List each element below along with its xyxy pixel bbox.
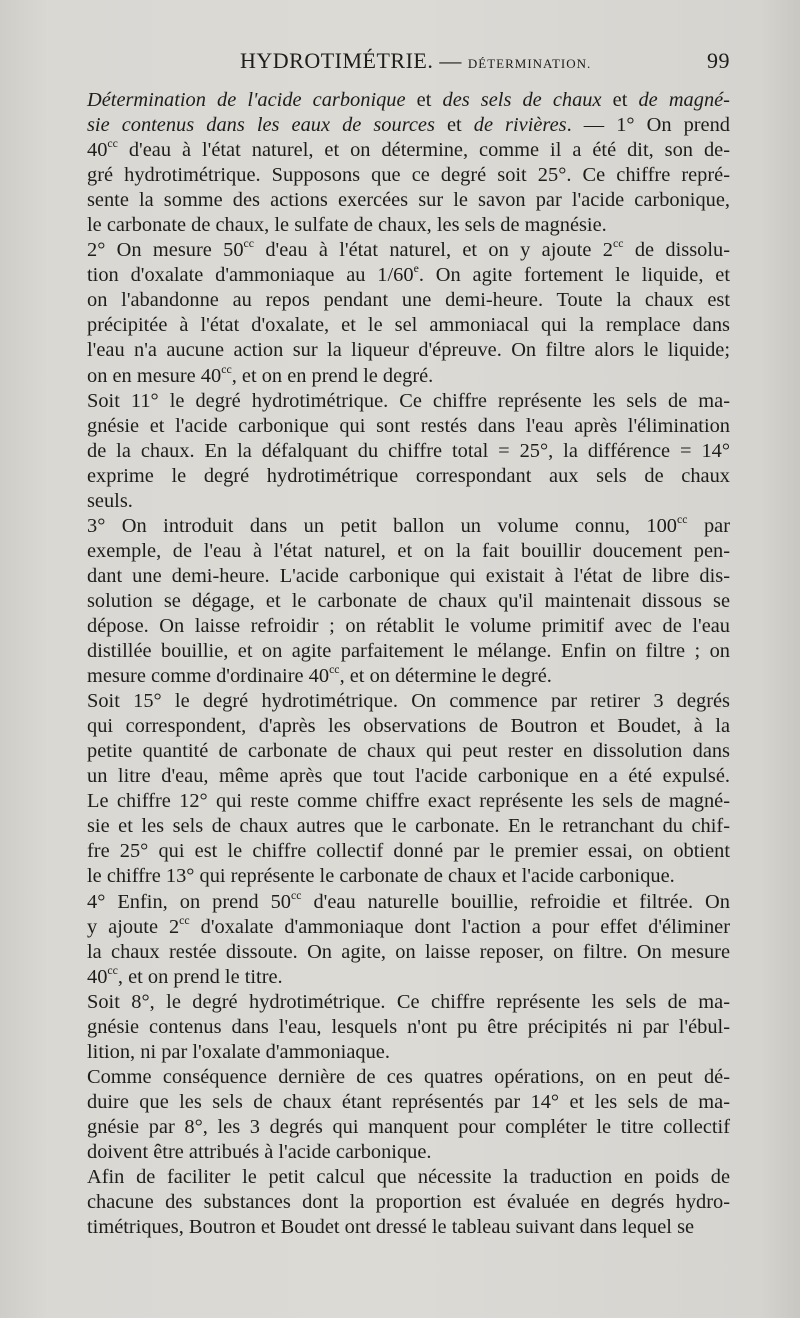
text-line: petite quantité de carbonate de chaux qui peut rester en dissolution dans [87,740,730,763]
paragraph [60,88,730,238]
text-line: duire que les sels de chaux étant représentés par 14° et les sels de ma- [87,1090,730,1113]
text-line: dant une demi-heure. L'acide carbonique qui existait à l'état de libre dis- [87,564,730,587]
text-line: précipitée à l'état d'oxalate, et le sel ammoniacal qui la remplace dans [87,314,730,337]
text-line: gnésie contenus dans l'eau, lesquels n'ont pu être précipités ni par l'ébul- [87,1015,730,1038]
text-line: l'eau n'a aucune action sur la liqueur d'épreuve. On filtre alors le liquide; [87,339,730,362]
text-line: dépose. On laisse refroidir ; on rétablit le volume primitif avec de l'eau [87,614,730,637]
text-line: doivent être attribués à l'acide carbonique. [87,1140,432,1163]
page-number: 99 [707,48,730,73]
text-line: sie contenus dans les eaux de sources et de rivières. — 1° On prend [87,114,731,137]
text-line: y ajoute $2^{cc}$ d'oxalate d'ammoniaque dont l'action a pour effet d'éliminer [87,912,730,938]
paragraph [60,238,730,388]
text-line: timétriques, Boutron et Boudet ont dressé le tableau suivant dans lequel se [87,1216,695,1239]
text-line: 3° On introduit dans un petit ballon un volume connu, $100^{cc}$ par [87,511,730,537]
header-dash: — [439,48,462,73]
text-line: chacune des substances dont la proportion est évaluée en degrés hydro- [87,1191,730,1214]
paragraph [60,511,730,689]
text-line: 2° On mesure $50^{cc}$ d'eau à l'état naturel, et on y ajoute $2^{cc}$ de dissolu- [87,236,730,262]
text-line: solution se dégage, et le carbonate de chaux qu'il maintenait dissous se [87,589,730,612]
text-line: on en mesure $40^{cc}$, et on en prend le degré. [87,361,434,387]
text-line: sente la somme des actions exercées sur le savon par l'acide carbonique, [87,189,730,212]
text-line: 4° Enfin, on prend $50^{cc}$ d'eau naturelle bouillie, refroidie et filtrée. On [87,887,730,913]
text-line: distillée bouillie, et on agite parfaitement le mélange. Enfin on filtre ; on [87,640,730,663]
text-line: Soit 8°, le degré hydrotimétrique. Ce chiffre représente les sels de ma- [87,990,730,1013]
text-line: Le chiffre 12° qui reste comme chiffre exact représente les sels de magné- [87,790,730,813]
text-line: $40^{cc}$, et on prend le titre. [87,962,283,988]
text-line: gnésie par 8°, les 3 degrés qui manquent pour compléter le titre collectif [87,1115,730,1138]
text-line: gré hydrotimétrique. Supposons que ce degré soit 25°. Ce chiffre repré- [87,164,730,187]
text-line: lition, ni par l'oxalate d'ammoniaque. [87,1040,390,1063]
text-line: Afin de faciliter le petit calcul que nécessite la traduction en poids de [87,1166,730,1189]
text-line: un litre d'eau, même après que tout l'acide carbonique en a été expulsé. [87,765,730,788]
text-line: Détermination de l'acide carbonique et des sels de chaux et de magné- [87,89,730,111]
text-line: qui correspondent, d'après les observations de Boutron et Boudet, à la [87,715,730,738]
text-line: mesure comme d'ordinaire $40^{cc}$, et on détermine le degré. [87,662,552,688]
text-line: le carbonate de chaux, le sulfate de chaux, les sels de magnésie. [87,214,607,237]
text-line: sie et les sels de chaux autres que le carbonate. En le retranchant du chif- [87,815,730,838]
text-line: la chaux restée dissoute. On agite, on laisse reposer, on filtre. On mesure [87,940,730,963]
paragraph [60,689,730,889]
text-line: on l'abandonne au repos pendant une demi-heure. Toute la chaux est [87,289,730,312]
paragraph [60,1165,730,1240]
running-header [60,48,730,78]
text-line: $40^{cc}$ d'eau à l'état naturel, et on détermine, comme il a été dit, son de- [87,136,730,162]
text-line: de la chaux. En la défalquant du chiffre total = 25°, la différence = 14° [87,439,730,462]
text-line: Comme conséquence dernière de ces quatres opérations, on en peut dé- [87,1065,730,1088]
text-line: Soit 15° le degré hydrotimétrique. On commence par retirer 3 degrés [87,690,730,713]
text-line: exprime le degré hydrotimétrique correspondant aux sels de chaux [87,464,730,487]
header-title: HYDROTIMÉTRIE. [240,48,434,73]
text-line: le chiffre 13° qui représente le carbonate de chaux et l'acide carbonique. [87,865,675,888]
text-line: tion d'oxalate d'ammoniaque au 1/60e. On agite fortement le liquide, et [87,261,730,287]
text-line: gnésie et l'acide carbonique qui sont restés dans l'eau après l'élimination [87,414,730,437]
paragraph [60,887,730,990]
text-line: Soit 11° le degré hydrotimétrique. Ce chiffre représente les sels de ma- [87,389,730,412]
paragraph [60,1065,730,1165]
paragraph [60,389,730,514]
running-title [240,48,591,74]
body-text [60,88,730,1240]
text-line: seuls. [87,489,133,512]
paragraph [60,990,730,1065]
header-section: DÉTERMINATION. [467,56,592,71]
text-line: exemple, de l'eau à l'état naturel, et on la fait bouillir doucement pen- [87,539,730,562]
text-line: fre 25° qui est le chiffre collectif donné par le premier essai, on obtient [87,840,730,863]
